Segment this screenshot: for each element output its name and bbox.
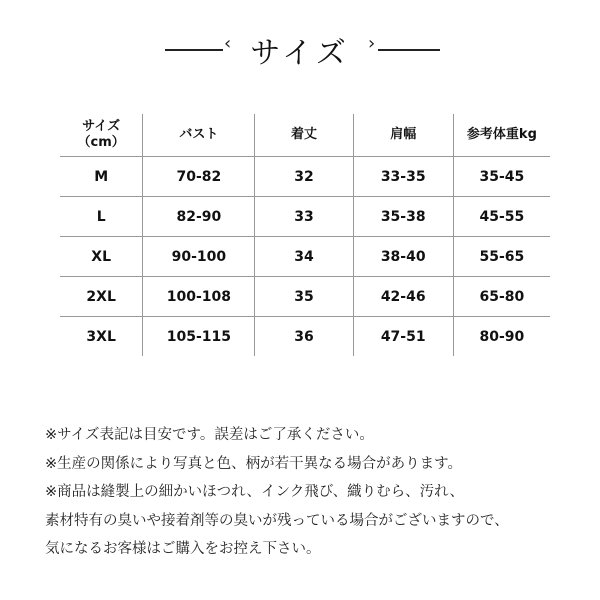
cell-size: L <box>60 197 143 236</box>
header-shoulder: 肩幅 <box>354 114 454 156</box>
title-right-line <box>378 49 440 51</box>
header-unit-label: （cm） <box>77 135 125 150</box>
cell-shoulder: 47-51 <box>354 317 454 356</box>
cell-bust: 70-82 <box>143 157 255 196</box>
cell-length: 32 <box>255 157 353 196</box>
note-line: ※生産の関係により写真と色、柄が若干異なる場合があります。 <box>45 455 462 472</box>
notes <box>45 421 509 564</box>
cell-bust: 90-100 <box>143 237 255 276</box>
cell-shoulder: 42-46 <box>354 277 454 316</box>
chevron-left-icon: ‹ <box>224 33 232 54</box>
cell-weight: 45-55 <box>479 208 525 225</box>
cell-shoulder: 33-35 <box>354 157 454 196</box>
header-bust: バスト <box>143 114 255 156</box>
cell-length: 34 <box>255 237 353 276</box>
cell-size: 3XL <box>60 317 143 356</box>
chevron-right-icon: › <box>368 33 376 54</box>
title-banner <box>0 28 600 71</box>
cell-bust: 100-108 <box>143 277 255 316</box>
table-header-row <box>60 114 550 157</box>
table-row <box>60 157 550 197</box>
note-line: 素材特有の臭いや接着剤等の臭いが残っている場合がございますので、 <box>45 512 509 529</box>
cell-weight: 80-90 <box>479 328 525 345</box>
cell-weight: 55-65 <box>479 248 525 265</box>
table-row <box>60 317 550 356</box>
header-weight: 参考体重kg <box>466 127 537 142</box>
header-size <box>60 114 143 156</box>
table-body <box>60 157 550 356</box>
header-size-label: サイズ <box>82 119 121 134</box>
page-title: サイズ <box>250 36 350 71</box>
table-row <box>60 277 550 317</box>
cell-shoulder: 38-40 <box>354 237 454 276</box>
header-length: 着丈 <box>255 114 353 156</box>
table-row <box>60 237 550 277</box>
table-row <box>60 197 550 237</box>
cell-size: 2XL <box>60 277 143 316</box>
cell-weight: 35-45 <box>479 168 525 185</box>
note-line: ※サイズ表記は目安です。誤差はご了承ください。 <box>45 427 374 443</box>
cell-size: M <box>60 157 143 196</box>
note-line: 気になるお客様はご購入をお控え下さい。 <box>45 541 321 557</box>
cell-length: 36 <box>255 317 353 356</box>
cell-size: XL <box>60 237 143 276</box>
cell-weight: 65-80 <box>479 288 525 305</box>
cell-length: 33 <box>255 197 353 236</box>
cell-bust: 82-90 <box>143 197 255 236</box>
cell-shoulder: 35-38 <box>354 197 454 236</box>
note-line: ※商品は縫製上の細かいほつれ、インク飛び、織りむら、汚れ、 <box>45 484 465 500</box>
cell-bust: 105-115 <box>143 317 255 356</box>
size-table <box>60 114 550 356</box>
cell-length: 35 <box>255 277 353 316</box>
